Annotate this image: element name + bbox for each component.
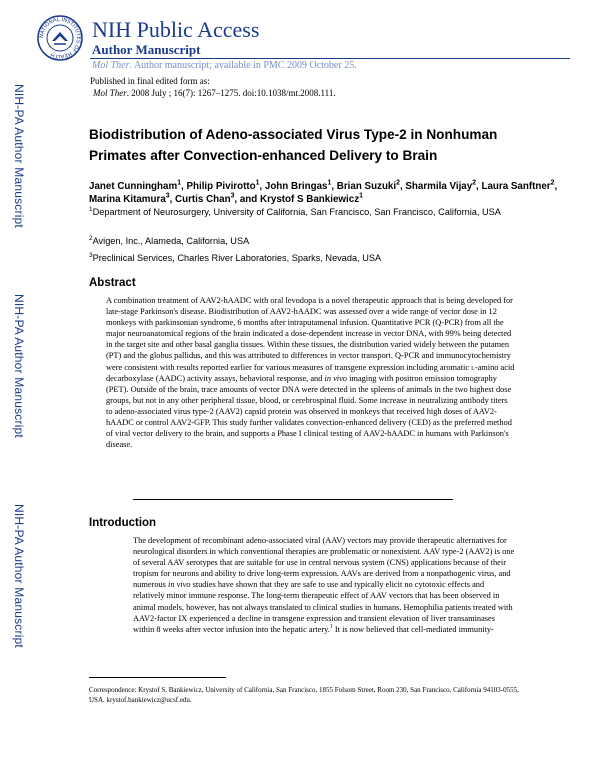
citation-line: Mol Ther. 2008 July ; 16(7): 1267–1275. doi:10.1038/mt.2008.111. [93, 88, 336, 98]
nih-seal-logo [37, 15, 83, 61]
side-label-3: NIH-PA Author Manuscript [12, 504, 26, 648]
svg-text:NATIONAL INSTITUTES OF HEALTH: NATIONAL INSTITUTES OF HEALTH [38, 16, 82, 60]
nih-public-access-title: NIH Public Access [92, 17, 260, 42]
introduction-text: The development of recombinant adeno-associated viral (AAV) vectors may provide therapeutic alternatives for neurological disorders in which conventional therapies are problematic or nonexistent. AAV type-2 (AAV2) is one of several AAV serotypes that are suitable for use in central nervous system (CNS) applications because of their tropism for neurons and ability to drive long-term expression. AAVs are derived from a nonpathogenic virus, and numerous in vivo studies have shown that they are safe to use and typically elicit no cytotoxic effects and relatively minor immune response. The long-term therapeutic effect of AAV vectors that has been observed in animal models, however, has not always translated to clinical studies in humans. Hemophilia patients treated with AAV2-factor IX experienced a decline in transgene expression and transient elevation of liver transaminases within 8 weeks after vector infusion into the hepatic artery.$^1$ It is now believed that cell-mediated immunity- [133, 536, 515, 634]
abstract-heading: Abstract [89, 277, 136, 289]
published-note: Published in final edited form as: [90, 76, 210, 86]
correspondence-footnote: Correspondence: Krystof S. Bankiewicz, University of California, San Francisco, 1855 Folsom Street, Room 230, San Francisco, California 94103-0555, USA. krystof.bankiewicz@ucsf.edu. [89, 686, 519, 704]
availability-line: Mol Ther. Author manuscript; available in PMC 2009 October 25. [92, 60, 357, 71]
affiliation-3: $^3$Preclinical Services, Charles River Laboratories, Sparks, Nevada, USA [89, 251, 382, 263]
header-divider [90, 58, 570, 59]
affiliation-1: $^1$Department of Neurosurgery, University of California, San Francisco, San Francisco, California, USA [89, 205, 501, 217]
article-title: Biodistribution of Adeno-associated Virus Type-2 in Nonhuman Primates after Convection-enhanced Delivery to Brain [89, 127, 498, 163]
introduction-heading: Introduction [89, 517, 157, 529]
side-label-1: NIH-PA Author Manuscript [12, 84, 26, 228]
author-manuscript-label: Author Manuscript [92, 42, 201, 57]
affiliation-2: $^2$Avigen, Inc., Alameda, California, USA [89, 234, 250, 246]
author-list: Janet Cunningham$^1$, Philip Pivirotto$^1$, John Bringas$^1$, Brian Suzuki$^2$, Sharmila Vijay$^2$, Laura Sanftner$^2$, Marina Kitamura$^3$, Curtis Chan$^3$, and Krystof S Bankiewicz$^1$ [89, 179, 558, 205]
abstract-text: A combination treatment of AAV2-hAADC with oral levodopa is a novel therapeutic approach that is being developed for late-stage Parkinson's disease. Biodistribution of AAV2-hAADC was assessed over a wide range of vector dose in 12 monkeys with parkinsonian syndrome, 6 months after intraputamenal infusion. Quantitative PCR (Q-PCR) from all the major neuroanatomical regions of the brain indicated a dose-dependent increase in vector DNA, with 99% being detected in the target site and other basal ganglia tissues. Within these tissues, the distribution varied widely between the putamen (PT) and the globus pallidus, and this was attributed to differences in vector transport. Q-PCR and immunocytochemistry were consistent with results reported earlier for various measures of transgene expression including aromatic l-amino acid decarboxylase (AADC) activity assays, behavioral response, and in vivo imaging with positron emission tomography (PET). Outside of the brain, trace amounts of vector DNA were detected in the spleens of animals in the two highest dose groups, but not in any other peripheral tissue, blood, or cerebrospinal fluid. Some increase in neutralizing antibody titers to adeno-associated virus type-2 (AAV2) capsid protein was observed in monkeys that received high doses of AAV2-hAADC or control AAV2-GFP. This study further validates convection-enhanced delivery (CED) as the preferred method of viral vector delivery to the brain, and supports a Phase I clinical testing of AAV2-hAADC in humans with Parkinson's disease. [106, 296, 515, 450]
footnote-divider [89, 677, 226, 678]
side-label-2: NIH-PA Author Manuscript [12, 294, 26, 438]
abstract-divider [133, 499, 453, 500]
